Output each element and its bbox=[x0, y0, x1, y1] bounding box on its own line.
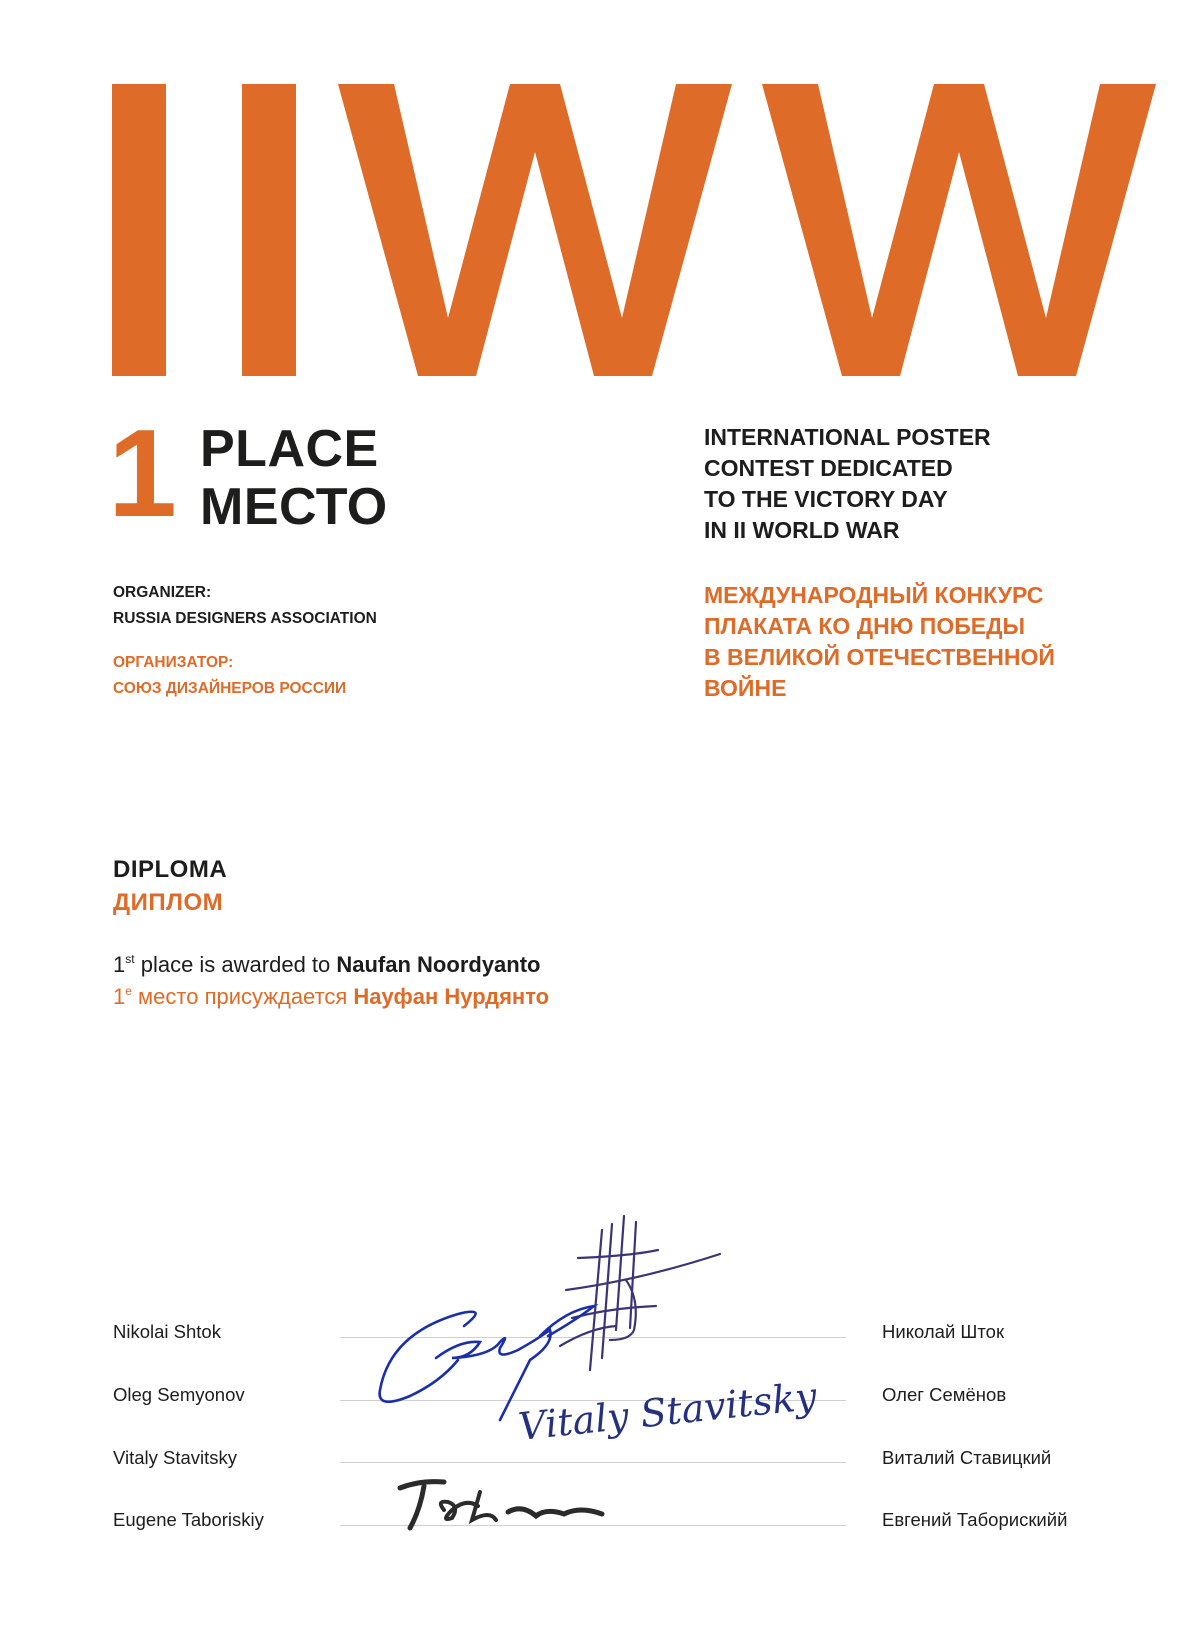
signature-taboriskiy bbox=[400, 1482, 602, 1528]
organizer-ru bbox=[113, 650, 346, 702]
contest-logo bbox=[0, 0, 1200, 400]
place-label bbox=[200, 420, 388, 536]
award-line-en bbox=[113, 944, 541, 980]
signature-stavitsky: Vitaly Stavitsky bbox=[516, 1373, 819, 1449]
signatory-en: Nikolai Shtok bbox=[113, 1321, 221, 1342]
contest-title-en bbox=[704, 422, 991, 546]
signatory-en: Oleg Semyonov bbox=[113, 1384, 245, 1405]
organizer-en-name: RUSSIA DESIGNERS ASSOCIATION bbox=[113, 610, 377, 627]
award-line-ru bbox=[113, 976, 549, 1012]
contest-title-ru-line: В ВЕЛИКОЙ ОТЕЧЕСТВЕННОЙ bbox=[704, 644, 1055, 670]
signatory-ru: Николай Шток bbox=[882, 1321, 1005, 1342]
signatory-en: Eugene Taboriskiy bbox=[113, 1509, 264, 1530]
diploma-heading-ru: ДИПЛОМ bbox=[113, 889, 224, 916]
contest-title-ru bbox=[704, 580, 1055, 704]
awardee-name-ru: Науфан Нурдянто bbox=[353, 984, 550, 1009]
award-ru-text: место присуждается bbox=[131, 984, 354, 1009]
diploma-heading-en: DIPLOMA bbox=[113, 856, 228, 883]
contest-title-en-line: INTERNATIONAL POSTER bbox=[704, 424, 991, 450]
award-ru-suffix: е bbox=[125, 984, 132, 998]
contest-title-ru-line: ВОЙНЕ bbox=[704, 675, 787, 701]
contest-title-en-line: TO THE VICTORY DAY bbox=[704, 486, 948, 512]
contest-title-en-line: IN II WORLD WAR bbox=[704, 517, 900, 543]
handwritten-signatures bbox=[340, 1210, 860, 1540]
signatory-en: Vitaly Stavitsky bbox=[113, 1447, 238, 1468]
iiww-logo-graphic bbox=[0, 0, 1200, 400]
organizer-ru-label: ОРГАНИЗАТОР: bbox=[113, 654, 234, 671]
award-ru-number: 1 bbox=[113, 984, 126, 1009]
place-label-ru: МЕСТО bbox=[200, 478, 388, 536]
organizer-en-label: ORGANIZER: bbox=[113, 584, 212, 601]
award-en-text: place is awarded to bbox=[134, 952, 337, 977]
signatory-ru: Евгений Таборискийй bbox=[882, 1509, 1068, 1530]
signatory-ru: Олег Семёнов bbox=[882, 1384, 1007, 1405]
organizer-en bbox=[113, 580, 377, 632]
award-en-number: 1 bbox=[113, 952, 126, 977]
signatory-ru: Виталий Ставицкий bbox=[882, 1447, 1052, 1468]
signature-shtok bbox=[560, 1216, 720, 1370]
award-en-suffix: st bbox=[125, 952, 135, 966]
contest-title-ru-line: ПЛАКАТА КО ДНЮ ПОБЕДЫ bbox=[704, 613, 1026, 639]
organizer-ru-name: СОЮЗ ДИЗАЙНЕРОВ РОССИИ bbox=[113, 680, 347, 697]
contest-title-ru-line: МЕЖДУНАРОДНЫЙ КОНКУРС bbox=[704, 582, 1044, 608]
awardee-name-en: Naufan Noordyanto bbox=[336, 952, 541, 977]
place-label-en: PLACE bbox=[200, 420, 379, 478]
contest-title-en-line: CONTEST DEDICATED bbox=[704, 455, 953, 481]
place-number: 1 bbox=[108, 405, 177, 543]
